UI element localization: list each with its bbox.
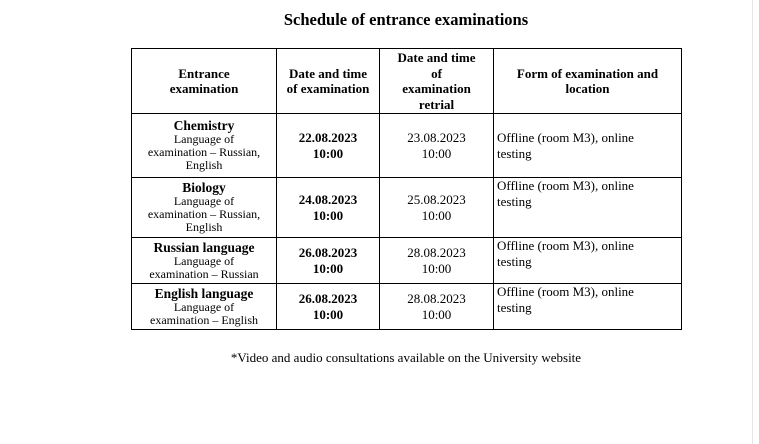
- page-edge: [752, 0, 753, 444]
- exam-date-cell: 24.08.2023 10:00: [277, 178, 380, 238]
- exam-schedule-table: [131, 48, 682, 330]
- header-exam-date-time: Date and time of examination: [277, 49, 380, 114]
- consultation-footnote: *Video and audio consultations available on the University website: [230, 350, 582, 365]
- exam-name: Biology: [182, 180, 226, 195]
- exam-language-note: Language of examination – Russian, English: [147, 132, 261, 172]
- exam-form-cell: Offline (room M3), online testing: [494, 284, 682, 330]
- exam-name: Chemistry: [173, 118, 235, 133]
- retrial-date-cell: 23.08.2023 10:00: [380, 114, 494, 178]
- exam-name-cell: [132, 238, 277, 284]
- retrial-date-cell: 28.08.2023 10:00: [380, 284, 494, 330]
- exam-language-note: Language of examination – Russian, English: [147, 194, 261, 234]
- exam-name-cell: [132, 114, 277, 178]
- exam-form-cell: Offline (room M3), online testing: [494, 238, 682, 284]
- table-header-row: [132, 49, 682, 114]
- exam-language-note: Language of examination – English: [150, 299, 258, 327]
- table-row-russian-language: [132, 238, 682, 284]
- header-retrial-date-time: Date and time of examination retrial: [380, 49, 494, 114]
- exam-date-cell: 26.08.2023 10:00: [277, 238, 380, 284]
- exam-date-cell: 26.08.2023 10:00: [277, 284, 380, 330]
- table-row-chemistry: [132, 114, 682, 178]
- exam-name-cell: [132, 178, 277, 238]
- table-row-english-language: [132, 284, 682, 330]
- exam-date-cell: 22.08.2023 10:00: [277, 114, 380, 178]
- table-row-biology: [132, 178, 682, 238]
- page-title: Schedule of entrance examinations: [283, 10, 529, 29]
- retrial-date-cell: 25.08.2023 10:00: [380, 178, 494, 238]
- header-entrance-examination: Entrance examination: [132, 49, 277, 114]
- exam-name: Russian language: [153, 239, 255, 255]
- header-form-location: Form of examination and location: [494, 49, 682, 114]
- exam-language-note: Language of examination – Russian: [149, 253, 259, 281]
- exam-form-cell: Offline (room M3), online testing: [494, 114, 682, 178]
- exam-name-cell: [132, 284, 277, 330]
- exam-form-cell: Offline (room M3), online testing: [494, 178, 682, 238]
- exam-name: English language: [154, 285, 254, 301]
- retrial-date-cell: 28.08.2023 10:00: [380, 238, 494, 284]
